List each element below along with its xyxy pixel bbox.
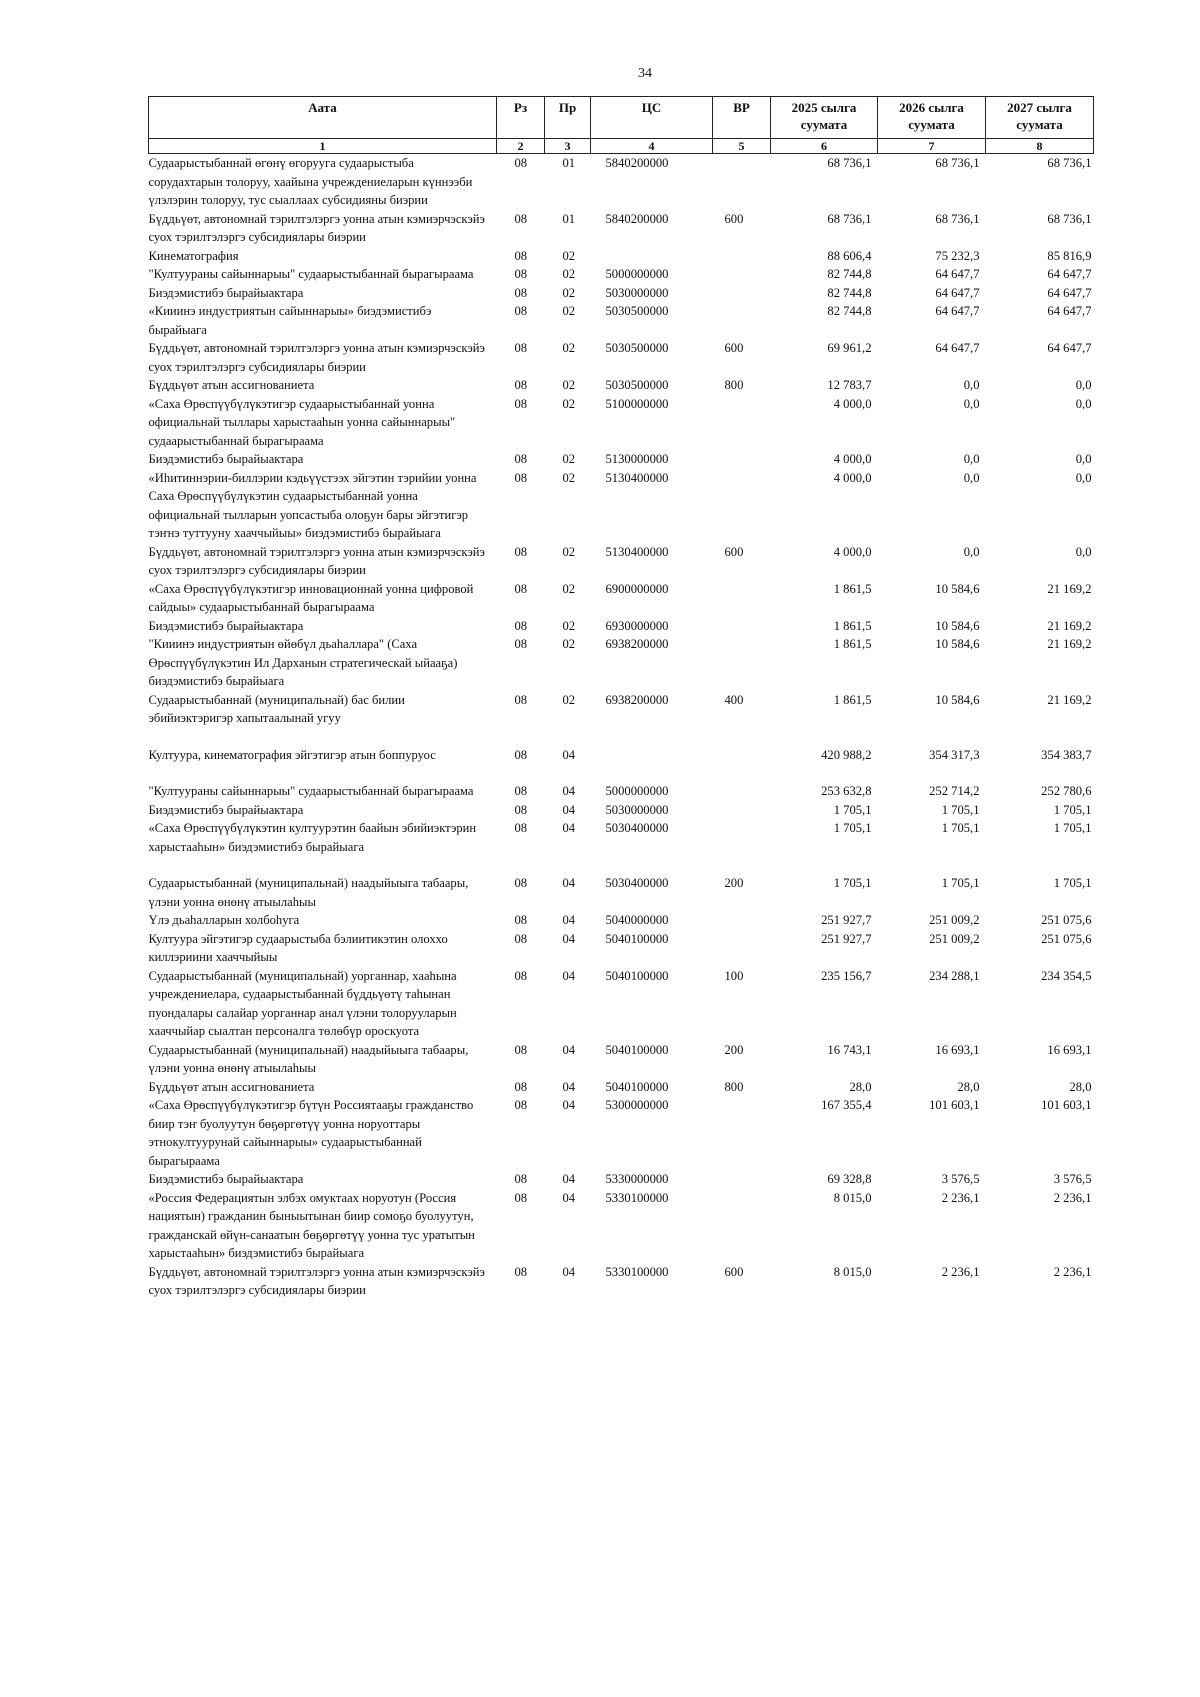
table-spacer-row (149, 728, 1094, 746)
row-rz: 08 (514, 931, 528, 946)
row-rz: 08 (514, 378, 528, 392)
row-vr (713, 930, 771, 967)
row-vr (713, 1170, 771, 1189)
row-amount-2025: 4 000,0 (833, 452, 872, 466)
table-spacer-row (149, 764, 1094, 782)
row-amount-2026: 1 705,1 (941, 802, 980, 817)
row-name: "Кииинэ индустриятын өйөбүл дьаһаллара" (Саха Өрөспүүбүлүкэтин Ил Дарханын стратегическай ыйааҕа) биэдэмистибэ бырайыага (148, 637, 458, 688)
row-pr: 02 (562, 267, 576, 281)
row-amount-2025: 1 705,1 (833, 876, 872, 890)
table-row (149, 874, 1094, 911)
row-pr: 04 (562, 1042, 576, 1057)
row-name: Судаарыстыбаннай (муниципальнай) уорганнар, хааһына учреждениелара, судаарыстыбаннай бүддьүөтү таһынан пуондалары салайар уорганнар анал үлэни толорууларын хааччыйар сыалтан персоналга төлөбүр ороскуота (148, 968, 457, 1038)
table-row (149, 376, 1094, 395)
row-pr: 02 (562, 544, 576, 559)
row-pr: 02 (562, 304, 576, 318)
table-row (149, 247, 1094, 266)
row-vr (713, 617, 771, 636)
row-name: Бүддьүөт, автономнай тэрилтэлэргэ уонна атын кэмиэрчэскэйэ суох тэрилтэлэргэ субсидиялары биэрии (148, 341, 485, 374)
row-pr: 04 (562, 913, 576, 927)
header-2027: 2027 сылга суумата (986, 97, 1094, 139)
table-row (149, 691, 1094, 728)
table-row (149, 1263, 1094, 1300)
row-amount-2025: 4 000,0 (833, 470, 872, 485)
row-amount-2025: 1 861,5 (833, 637, 872, 651)
row-cs: 5030400000 (605, 876, 669, 890)
row-pr: 04 (562, 1098, 576, 1112)
row-rz: 08 (514, 1042, 528, 1057)
row-cs: 5040100000 (605, 1079, 669, 1094)
page-number: 34 (638, 66, 652, 81)
row-pr: 04 (562, 968, 576, 983)
row-amount-2025: 88 606,4 (827, 248, 872, 263)
row-amount-2026: 64 647,7 (935, 304, 980, 318)
table-row (149, 1096, 1094, 1170)
row-amount-2026: 64 647,7 (935, 285, 980, 300)
row-rz: 08 (514, 1098, 528, 1112)
row-amount-2027: 1 705,1 (1053, 802, 1092, 817)
row-vr (713, 782, 771, 801)
table-body (149, 154, 1094, 1300)
row-cs: 5330000000 (605, 1172, 669, 1186)
row-rz: 08 (514, 581, 528, 596)
row-amount-2026: 1 705,1 (941, 876, 980, 890)
row-vr (713, 801, 771, 820)
row-pr: 01 (562, 156, 576, 170)
row-name: Биэдэмистибэ бырайыактара (148, 285, 304, 300)
row-rz: 08 (514, 396, 528, 411)
row-rz: 08 (514, 285, 528, 300)
row-amount-2027: 0,0 (1075, 470, 1092, 485)
row-pr: 02 (562, 341, 576, 355)
row-amount-2025: 251 927,7 (821, 913, 872, 927)
row-amount-2027: 251 075,6 (1041, 913, 1092, 927)
table-spacer-row (149, 856, 1094, 874)
row-amount-2027: 234 354,5 (1041, 968, 1092, 983)
row-cs: 5030500000 (605, 378, 669, 392)
row-amount-2026: 10 584,6 (935, 692, 980, 707)
row-pr: 04 (562, 821, 576, 835)
row-pr: 04 (562, 747, 576, 762)
row-amount-2027: 28,0 (1069, 1079, 1092, 1094)
row-amount-2027: 64 647,7 (1047, 341, 1092, 355)
row-pr: 02 (562, 618, 576, 633)
row-vr: 100 (724, 968, 744, 983)
column-number: 8 (986, 139, 1094, 154)
row-amount-2025: 420 988,2 (821, 747, 872, 762)
row-amount-2025: 69 961,2 (827, 341, 872, 355)
row-pr: 04 (562, 931, 576, 946)
row-amount-2026: 64 647,7 (935, 267, 980, 281)
header-vr: ВР (713, 97, 771, 139)
row-vr (713, 1096, 771, 1170)
row-amount-2026: 1 705,1 (941, 821, 980, 835)
table-row (149, 265, 1094, 284)
row-amount-2026: 234 288,1 (929, 968, 980, 983)
row-name: Судаарыстыбаннай өгөнү өгоруугa судаарыстыба сорудахтарын толоруу, хаайына учреждениеларын күннээби үлэлэрин толоруу, тус сыаллаах субсидияны биэрии (148, 156, 473, 207)
row-name: Судаарыстыбаннай (муниципальнай) бас билии эбийиэктэригэр хапытаалынай угуу (148, 692, 405, 725)
row-cs: 6900000000 (605, 581, 669, 596)
row-cs: 5040100000 (605, 1042, 669, 1057)
row-amount-2026: 0,0 (963, 378, 980, 392)
table-row (149, 746, 1094, 765)
row-cs (591, 247, 713, 266)
row-rz: 08 (514, 304, 528, 318)
row-amount-2025: 1 705,1 (833, 802, 872, 817)
row-amount-2027: 21 169,2 (1047, 618, 1092, 633)
row-name: Култуура, кинематография эйгэтигэр атын боппуруос (148, 747, 436, 762)
row-pr: 04 (562, 1172, 576, 1186)
table-row (149, 967, 1094, 1041)
column-number: 2 (497, 139, 545, 154)
row-rz: 08 (514, 341, 528, 355)
table-row (149, 819, 1094, 856)
row-amount-2027: 64 647,7 (1047, 304, 1092, 318)
row-name: Бүддьүөт, автономнай тэрилтэлэргэ уонна атын кэмиэрчэскэйэ суох тэрилтэлэргэ субсидиялары биэрии (148, 1264, 485, 1297)
row-rz: 08 (514, 1264, 528, 1279)
row-amount-2026: 10 584,6 (935, 637, 980, 651)
row-amount-2027: 251 075,6 (1041, 931, 1092, 946)
row-vr (713, 450, 771, 469)
row-cs: 5000000000 (605, 267, 669, 281)
row-amount-2027: 85 816,9 (1047, 248, 1092, 263)
spacer-cell (149, 856, 1094, 874)
row-cs: 6938200000 (605, 637, 669, 651)
row-amount-2026: 0,0 (963, 470, 980, 485)
row-pr: 02 (562, 581, 576, 596)
row-vr (713, 265, 771, 284)
row-amount-2027: 21 169,2 (1047, 637, 1092, 651)
row-pr: 01 (562, 211, 576, 226)
row-amount-2025: 8 015,0 (833, 1190, 872, 1205)
row-pr: 02 (562, 248, 576, 263)
row-vr: 600 (724, 211, 744, 226)
row-amount-2025: 4 000,0 (833, 396, 872, 411)
row-rz: 08 (514, 452, 528, 466)
row-vr: 800 (724, 1079, 744, 1094)
budget-table (148, 96, 1094, 1300)
row-rz: 08 (514, 470, 528, 485)
row-pr: 04 (562, 802, 576, 817)
row-amount-2026: 2 236,1 (941, 1264, 980, 1279)
column-number: 5 (713, 139, 771, 154)
row-amount-2025: 28,0 (849, 1079, 872, 1094)
row-amount-2026: 68 736,1 (935, 211, 980, 226)
row-vr: 200 (724, 876, 744, 890)
row-amount-2026: 0,0 (963, 544, 980, 559)
row-amount-2026: 0,0 (963, 396, 980, 411)
row-vr: 200 (724, 1042, 744, 1057)
row-amount-2025: 253 632,8 (821, 784, 872, 798)
row-amount-2026: 28,0 (957, 1079, 980, 1094)
row-pr: 02 (562, 692, 576, 707)
table-row (149, 617, 1094, 636)
row-vr: 800 (724, 378, 744, 392)
row-cs: 5030500000 (605, 304, 669, 318)
table-row (149, 543, 1094, 580)
row-rz: 08 (514, 637, 528, 651)
row-amount-2027: 16 693,1 (1047, 1042, 1092, 1057)
table-row (149, 1041, 1094, 1078)
table-row (149, 580, 1094, 617)
row-amount-2027: 0,0 (1075, 452, 1092, 466)
row-rz: 08 (514, 1172, 528, 1186)
row-amount-2026: 10 584,6 (935, 581, 980, 596)
table-row (149, 635, 1094, 691)
row-rz: 08 (514, 692, 528, 707)
row-vr: 600 (724, 1264, 744, 1279)
row-amount-2026: 10 584,6 (935, 618, 980, 633)
table-row (149, 395, 1094, 451)
row-cs: 5030000000 (605, 285, 669, 300)
row-cs: 5330100000 (605, 1264, 669, 1279)
header-pr: Пр (545, 97, 591, 139)
row-cs: 5130000000 (605, 452, 669, 466)
row-amount-2025: 12 783,7 (827, 378, 872, 392)
table-row (149, 284, 1094, 303)
row-name: Кинематография (148, 248, 239, 263)
table-row (149, 302, 1094, 339)
row-amount-2025: 68 736,1 (827, 156, 872, 170)
row-name: «Саха Өрөспүүбүлүкэтигэр инновационнай уонна цифровой сайдыы» судаарыстыбаннай бырагыраама (148, 581, 474, 614)
row-rz: 08 (514, 618, 528, 633)
row-amount-2026: 68 736,1 (935, 156, 980, 170)
row-cs: 5130400000 (605, 470, 669, 485)
column-number-row (149, 139, 1094, 154)
row-amount-2026: 16 693,1 (935, 1042, 980, 1057)
row-amount-2025: 8 015,0 (833, 1264, 872, 1279)
row-cs: 6938200000 (605, 692, 669, 707)
row-amount-2025: 1 705,1 (833, 821, 872, 835)
row-rz: 08 (514, 913, 528, 927)
row-amount-2026: 0,0 (963, 452, 980, 466)
table-row (149, 801, 1094, 820)
row-name: Судаарыстыбаннай (муниципальнай) наадыйыыга табаары, үлэни уонна өнөнү атыылаһыы (148, 876, 469, 909)
row-pr: 04 (562, 1190, 576, 1205)
table-row (149, 930, 1094, 967)
row-name: "Култуураны сайыннарыы" судаарыстыбаннай бырагыраама (148, 267, 474, 281)
row-vr (713, 819, 771, 856)
header-cs: ЦС (591, 97, 713, 139)
column-number: 1 (149, 139, 497, 154)
column-number: 4 (591, 139, 713, 154)
row-amount-2027: 0,0 (1075, 396, 1092, 411)
row-rz: 08 (514, 156, 528, 170)
row-vr (713, 580, 771, 617)
table-row (149, 154, 1094, 210)
row-amount-2026: 252 714,2 (929, 784, 980, 798)
row-amount-2025: 82 744,8 (827, 267, 872, 281)
row-amount-2026: 354 317,3 (929, 747, 980, 762)
row-amount-2025: 82 744,8 (827, 304, 872, 318)
row-amount-2027: 21 169,2 (1047, 581, 1092, 596)
row-name: Бүддьүөт, автономнай тэрилтэлэргэ уонна атын кэмиэрчэскэйэ суох тэрилтэлэргэ субсидиялары биэрии (148, 211, 485, 244)
row-amount-2026: 2 236,1 (941, 1190, 980, 1205)
row-rz: 08 (514, 248, 528, 263)
row-pr: 02 (562, 378, 576, 392)
row-cs: 5840200000 (605, 211, 669, 226)
row-name: Бүддьүөт атын ассигнованиета (148, 378, 315, 392)
row-rz: 08 (514, 968, 528, 983)
column-number: 3 (545, 139, 591, 154)
row-cs: 5030000000 (605, 802, 669, 817)
row-name: «Саха Өрөспүүбүлүкэтин култуурэтин баайын эбийиэктэрин харыстааһын» биэдэмистибэ бырайыага (148, 821, 477, 854)
row-vr: 600 (724, 544, 744, 559)
row-amount-2027: 0,0 (1075, 378, 1092, 392)
row-rz: 08 (514, 267, 528, 281)
header-rz: Рз (497, 97, 545, 139)
row-amount-2027: 354 383,7 (1041, 747, 1092, 762)
row-amount-2027: 2 236,1 (1053, 1264, 1092, 1279)
row-rz: 08 (514, 544, 528, 559)
table-header-row (149, 97, 1094, 139)
row-amount-2025: 167 355,4 (821, 1098, 872, 1112)
row-pr: 04 (562, 876, 576, 890)
row-amount-2027: 0,0 (1075, 544, 1092, 559)
row-vr (713, 284, 771, 303)
header-name: Аата (149, 97, 497, 139)
row-amount-2025: 4 000,0 (833, 544, 872, 559)
row-pr: 04 (562, 1079, 576, 1094)
row-amount-2025: 251 927,7 (821, 931, 872, 946)
row-cs: 5030400000 (605, 821, 669, 835)
row-amount-2025: 82 744,8 (827, 285, 872, 300)
row-amount-2025: 69 328,8 (827, 1172, 872, 1186)
table-row (149, 469, 1094, 543)
row-amount-2027: 64 647,7 (1047, 285, 1092, 300)
row-vr: 600 (724, 341, 744, 355)
row-amount-2026: 64 647,7 (935, 341, 980, 355)
row-name: «Саха Өрөспүүбүлүкэтигэр бүтүн Россиятааҕы гражданство биир тэҥ буолуутун бөҕөргөтүү уонна норуоттары этнокултуурунай сайыннарыы» судаарыстыбаннай бырагыраама (148, 1098, 474, 1168)
row-rz: 08 (514, 1079, 528, 1094)
row-amount-2027: 21 169,2 (1047, 692, 1092, 707)
row-vr: 400 (724, 692, 744, 707)
row-cs: 5300000000 (605, 1098, 669, 1112)
row-amount-2027: 68 736,1 (1047, 156, 1092, 170)
row-name: Биэдэмистибэ бырайыактара (148, 618, 304, 633)
header-2025: 2025 сылга суумата (771, 97, 878, 139)
row-name: «Россия Федерациятын элбэх омуктаах норуотун (Россия нациятын) гражданин быныытынан биир сомоҕо буолуутун, гражданскай өйүн-санаатын бөҕөргөтүү уонна тус уратытын харыстааһын» биэдэмистибэ бырайыага (148, 1190, 475, 1260)
row-vr (713, 469, 771, 543)
row-cs (591, 746, 713, 765)
row-amount-2027: 68 736,1 (1047, 211, 1092, 226)
row-amount-2025: 1 861,5 (833, 581, 872, 596)
row-cs: 6930000000 (605, 618, 669, 633)
table-row (149, 1170, 1094, 1189)
column-number: 6 (771, 139, 878, 154)
row-cs: 5330100000 (605, 1190, 669, 1205)
row-amount-2025: 1 861,5 (833, 618, 872, 633)
header-2026: 2026 сылга суумата (878, 97, 986, 139)
table-row (149, 210, 1094, 247)
row-vr (713, 247, 771, 266)
row-amount-2025: 235 156,7 (821, 968, 872, 983)
row-vr (713, 395, 771, 451)
row-name: Биэдэмистибэ бырайыактара (148, 802, 304, 817)
table-row (149, 339, 1094, 376)
row-amount-2027: 101 603,1 (1041, 1098, 1092, 1112)
column-number: 7 (878, 139, 986, 154)
row-name: Үлэ дьаһалларын холбоһуга (148, 913, 300, 927)
row-name: "Култуураны сайыннарыы" судаарыстыбаннай бырагыраама (148, 784, 474, 798)
row-rz: 08 (514, 784, 528, 798)
row-amount-2027: 64 647,7 (1047, 267, 1092, 281)
table-row (149, 1078, 1094, 1097)
row-name: «Иһитиннэрии-биллэрии кэдьүүстээх эйгэтин тэрийии уонна Саха Өрөспүүбүлүкэтин судаарыстыбаннай уонна официальнай тылларын уопсастыба олоҕун бары эйгэтигэр тэҥнэ туттууну хааччыйыы» биэдэмистибэ бырайыага (148, 470, 477, 540)
row-pr: 02 (562, 470, 576, 485)
row-cs: 5040100000 (605, 931, 669, 946)
row-amount-2026: 251 009,2 (929, 931, 980, 946)
table-row (149, 1189, 1094, 1263)
spacer-cell (149, 764, 1094, 782)
row-rz: 08 (514, 802, 528, 817)
row-cs: 5040100000 (605, 968, 669, 983)
row-cs: 5100000000 (605, 396, 669, 411)
row-amount-2025: 68 736,1 (827, 211, 872, 226)
row-pr: 02 (562, 396, 576, 411)
row-rz: 08 (514, 747, 528, 762)
row-cs: 5040000000 (605, 913, 669, 927)
row-amount-2027: 1 705,1 (1053, 876, 1092, 890)
row-pr: 04 (562, 1264, 576, 1279)
row-rz: 08 (514, 211, 528, 226)
row-amount-2025: 16 743,1 (827, 1042, 872, 1057)
row-vr (713, 154, 771, 210)
row-pr: 02 (562, 452, 576, 466)
row-amount-2027: 2 236,1 (1053, 1190, 1092, 1205)
row-name: Биэдэмистибэ бырайыактара (148, 452, 304, 466)
row-pr: 02 (562, 285, 576, 300)
row-amount-2025: 1 861,5 (833, 692, 872, 707)
row-vr (713, 1189, 771, 1263)
row-rz: 08 (514, 1190, 528, 1205)
table-row (149, 450, 1094, 469)
row-name: «Саха Өрөспүүбүлүкэтигэр судаарыстыбаннай уонна официальнай тыллары харыстааһын уонна сайыннарыы" судаарыстыбаннай бырагыраама (148, 396, 456, 448)
spacer-cell (149, 728, 1094, 746)
row-amount-2026: 251 009,2 (929, 913, 980, 927)
row-cs: 5130400000 (605, 544, 669, 559)
row-vr (713, 302, 771, 339)
row-amount-2026: 3 576,5 (941, 1172, 980, 1186)
table-row (149, 782, 1094, 801)
table-row (149, 911, 1094, 930)
row-amount-2027: 252 780,6 (1041, 784, 1092, 798)
row-amount-2026: 75 232,3 (935, 248, 980, 263)
row-name: Биэдэмистибэ бырайыактара (148, 1172, 304, 1186)
row-amount-2027: 1 705,1 (1053, 821, 1092, 835)
row-name: «Кииинэ индустриятын сайыннарыы» биэдэмистибэ бырайыага (148, 304, 432, 337)
row-cs: 5030500000 (605, 341, 669, 355)
row-amount-2026: 101 603,1 (929, 1098, 980, 1112)
row-rz: 08 (514, 876, 528, 890)
row-name: Бүддьүөт атын ассигнованиета (148, 1079, 315, 1094)
row-cs: 5840200000 (605, 156, 669, 170)
row-cs: 5000000000 (605, 784, 669, 798)
row-rz: 08 (514, 821, 528, 835)
row-pr: 02 (562, 637, 576, 651)
row-vr (713, 635, 771, 691)
row-name: Бүддьүөт, автономнай тэрилтэлэргэ уонна атын кэмиэрчэскэйэ суох тэрилтэлэргэ субсидиялары биэрии (148, 544, 485, 577)
row-vr (713, 911, 771, 930)
row-name: Култуура эйгэтигэр судаарыстыба бэлиитикэтин олоххо киллэриини хааччыйыы (148, 931, 448, 964)
row-name: Судаарыстыбаннай (муниципальнай) наадыйыыга табаары, үлэни уонна өнөнү атыылаһыы (148, 1042, 469, 1075)
row-amount-2027: 3 576,5 (1053, 1172, 1092, 1186)
row-pr: 04 (562, 784, 576, 798)
row-vr (713, 746, 771, 765)
